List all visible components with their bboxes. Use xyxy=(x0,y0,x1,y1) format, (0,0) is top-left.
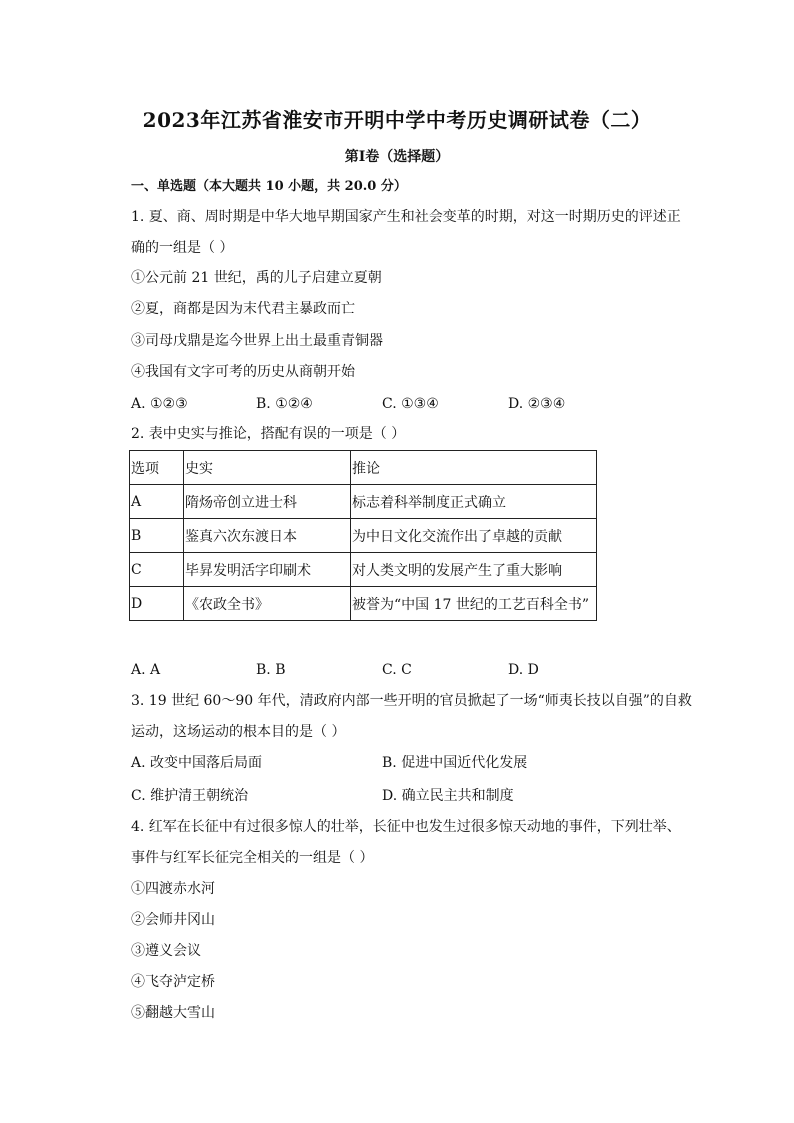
table-cell: D xyxy=(130,587,184,621)
question-1-item: ①公元前 21 世纪，禹的儿子启建立夏朝 xyxy=(131,270,382,286)
question-4-item: ③遵义会议 xyxy=(131,943,201,959)
table-cell: 《农政全书》 xyxy=(184,587,351,621)
question-3-stem-line-2: 运动，这场运动的根本目的是（ ） xyxy=(131,724,346,740)
table-row xyxy=(130,553,597,587)
table-cell: 被誉为“中国 17 世纪的工艺百科全书” xyxy=(351,587,597,621)
question-4-item: ④飞夺泸定桥 xyxy=(131,974,215,990)
question-2-option-a[interactable]: A. A xyxy=(131,662,161,678)
question-1-item: ④我国有文字可考的历史从商朝开始 xyxy=(131,364,355,380)
question-3-option-c[interactable]: C. 维护清王朝统治 xyxy=(131,788,249,804)
table-cell: 对人类文明的发展产生了重大影响 xyxy=(351,553,597,587)
table-cell: 标志着科举制度正式确立 xyxy=(351,485,597,519)
question-3-stem-line-1: 3. 19 世纪 60～90 年代，清政府内部一些开明的官员掀起了一场“师夷长技以自强”的自救 xyxy=(131,693,692,709)
table-header-cell: 选项 xyxy=(130,451,184,485)
table-header-row xyxy=(130,451,597,485)
question-3-option-d[interactable]: D. 确立民主共和制度 xyxy=(382,788,514,804)
table-cell: C xyxy=(130,553,184,587)
question-4-item: ⑤翻越大雪山 xyxy=(131,1005,215,1021)
table-row xyxy=(130,519,597,553)
exam-title: 2023年江苏省淮安市开明中学中考历史调研试卷（二） xyxy=(142,108,652,132)
table-header-cell: 史实 xyxy=(184,451,351,485)
section-heading: 一、单选题（本大题共 10 小题，共 20.0 分） xyxy=(131,179,407,194)
question-3-option-b[interactable]: B. 促进中国近代化发展 xyxy=(382,755,528,771)
question-4-item: ①四渡赤水河 xyxy=(131,881,215,897)
table-cell: A xyxy=(130,485,184,519)
table-row xyxy=(130,485,597,519)
question-1-stem-line-1: 1. 夏、商、周时期是中华大地早期国家产生和社会变革的时期，对这一时期历史的评述正 xyxy=(131,209,681,225)
table-cell: 为中日文化交流作出了卓越的贡献 xyxy=(351,519,597,553)
table-cell: B xyxy=(130,519,184,553)
table-cell: 鉴真六次东渡日本 xyxy=(184,519,351,553)
table-cell: 隋炀帝创立进士科 xyxy=(184,485,351,519)
table-row xyxy=(130,587,597,621)
question-2-option-d[interactable]: D. D xyxy=(508,662,539,678)
question-1-option-d[interactable]: D. ②③④ xyxy=(508,396,566,412)
question-4-stem-line-2: 事件与红军长征完全相关的一组是（ ） xyxy=(131,850,374,866)
question-2-option-b[interactable]: B. B xyxy=(256,662,286,678)
question-1-option-c[interactable]: C. ①③④ xyxy=(382,396,439,412)
exam-part-title: 第I卷（选择题） xyxy=(344,149,450,165)
question-3-option-a[interactable]: A. 改变中国落后局面 xyxy=(131,755,263,771)
question-2-stem: 2. 表中史实与推论，搭配有误的一项是（ ） xyxy=(131,426,406,442)
table-header-cell: 推论 xyxy=(351,451,597,485)
question-4-item: ②会师井冈山 xyxy=(131,912,215,928)
table-cell: 毕昇发明活字印刷术 xyxy=(184,553,351,587)
question-4-stem-line-1: 4. 红军在长征中有过很多惊人的壮举，长征中也发生过很多惊天动地的事件，下列壮举、 xyxy=(131,819,681,835)
question-2-option-c[interactable]: C. C xyxy=(382,662,412,678)
history-table xyxy=(129,450,597,621)
question-1-stem-line-2: 确的一组是（ ） xyxy=(131,240,234,256)
question-1-option-b[interactable]: B. ①②④ xyxy=(256,396,313,412)
question-1-item: ③司母戊鼎是迄今世界上出土最重青铜器 xyxy=(131,333,383,349)
question-1-item: ②夏，商都是因为末代君主暴政而亡 xyxy=(131,301,355,317)
question-1-option-a[interactable]: A. ①②③ xyxy=(131,396,188,412)
